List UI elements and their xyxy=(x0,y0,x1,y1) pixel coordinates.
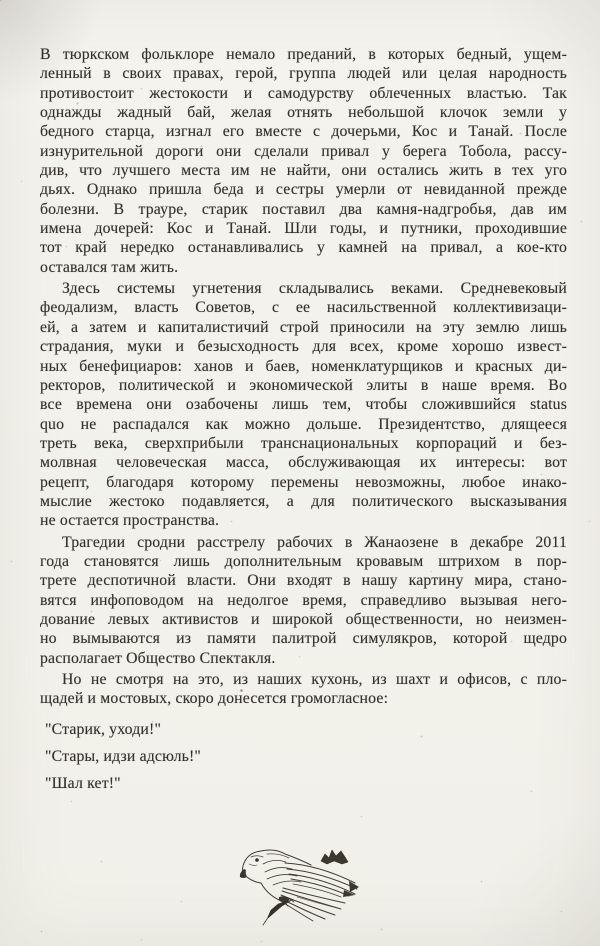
text-line: ей, а затем и капиталистичий строй приносили на эту землю лишь xyxy=(40,318,567,336)
paragraph-1 xyxy=(40,45,567,277)
text-line: дьях. Однако пришла беда и сестры умерли от невиданной прежде xyxy=(40,181,567,199)
bird-foot-branch xyxy=(263,896,294,925)
text-line: див, что лучшего места им не найти, они остались жить в тех уго xyxy=(40,162,567,180)
branch-tuft xyxy=(321,850,348,864)
text-line: года становятся лишь дополнительным кровавым штрихом в пор- xyxy=(40,552,567,570)
quote-line: "Шал кет!" xyxy=(45,775,121,793)
text-line: В тюркском фольклоре немало преданий, в которых бедный, ущем- xyxy=(40,46,567,63)
text-line: ных бенефициаров: ханов и баев, номенклатурщиков и красных ди- xyxy=(40,357,567,375)
text-line: страдания, муки и безысходность для всех, кроме хорошо извест- xyxy=(40,338,567,356)
text-line: рецепт, благодаря которому перемены невозможны, любое инако- xyxy=(40,473,567,491)
text-line: изнурительной дороги они сделали привал у берега Тобола, рассу- xyxy=(40,142,567,160)
text-line: оставался там жить. xyxy=(40,258,179,276)
text-line: трете деспотичной власти. Они входят в нашу картину мира, стано- xyxy=(40,572,567,590)
text-line: ленный в своих правах, герой, группа людей или целая народность xyxy=(40,65,567,83)
text-line: располагает Общество Спектакля. xyxy=(40,649,276,667)
text-line: Здесь системы угнетения складывались веками. Средневековый xyxy=(62,280,567,298)
text-line: мыслие жестоко подавляется, а для политического высказывания xyxy=(40,492,567,510)
paragraphs xyxy=(40,45,567,709)
text-line: вятся инфоповодом на недолгое время, справедливо вызывая него- xyxy=(40,591,567,609)
text-line: однажды жадный бай, желая отнять небольшой клочок земли у xyxy=(40,104,567,122)
text-line: противостоит жестокости и самодурству облеченных властью. Так xyxy=(40,84,567,102)
bird-tail xyxy=(279,888,345,921)
text-line: все времена они озабочены лишь тем, чтобы сложившийся status xyxy=(40,396,567,414)
text-line: щадей и мостовых, скоро донесется громогласное: xyxy=(40,690,389,708)
text-line: ректоров, политической и экономической элиты в наше время. Во xyxy=(40,376,567,394)
paragraph-3 xyxy=(40,533,567,668)
text-line: имена дочерей: Кос и Танай. Шли годы, и путники, проходившие xyxy=(40,220,567,238)
text-line: не остается пространства. xyxy=(40,512,220,530)
text-line: quo не распадался как можно дольше. Президентство, длящееся xyxy=(40,415,567,433)
bird-illustration xyxy=(237,848,362,930)
paragraph-2 xyxy=(40,279,567,530)
quote-line: "Стары, идзи адсюль!" xyxy=(45,748,202,766)
text-line: дование левых активистов и широкой общественности, но неизмен- xyxy=(40,610,567,628)
quote-line: "Старик, уходи!" xyxy=(45,720,162,738)
text-line: но вымываются из памяти палитрой симулякров, которой щедро xyxy=(40,630,567,648)
text-line: треть века, сверхприбыли транснациональных корпораций и без- xyxy=(40,434,567,452)
bird-head xyxy=(240,851,263,883)
paragraph-4 xyxy=(40,670,567,709)
quotes-block xyxy=(40,720,567,794)
text-line: феодализм, власть Советов, с ее насильственной коллективизаци- xyxy=(40,299,567,317)
text-block xyxy=(40,45,567,794)
text-line: молвная человеческая масса, обслуживающая их интересы: вот xyxy=(40,454,567,472)
text-line: бедного старца, изгнал его вместе с дочерьми, Кос и Танай. После xyxy=(40,123,567,141)
text-line: Но не смотря на это, из наших кухонь, из шахт и офисов, с пло- xyxy=(62,671,567,688)
text-line: тот край нередко останавливались у камней на привал, а кое-кто xyxy=(40,239,567,257)
text-line: болезни. В трауре, старик поставил два камня-надгробья, дав им xyxy=(40,200,567,218)
text-line: Трагедии сродни расстрелу рабочих в Жанаозене в декабре 2011 xyxy=(62,533,567,551)
